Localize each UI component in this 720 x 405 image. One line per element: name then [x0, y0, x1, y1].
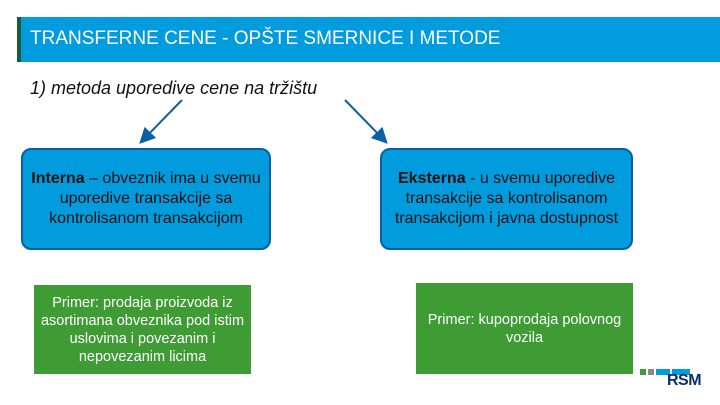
method-subtitle: 1) metoda uporedive cene na tržištu: [30, 78, 318, 98]
arrow-left: [142, 100, 182, 141]
interna-box: [21, 148, 271, 250]
page-title: TRANSFERNE CENE - OPŠTE SMERNICE I METODE: [30, 28, 501, 49]
interna-text: [31, 169, 261, 229]
eksterna-description: - u svemu uporedive transakcije sa kontrolisanom transakcijom i javna dostupnost: [394, 170, 619, 227]
eksterna-label: Eksterna: [398, 170, 466, 187]
eksterna-text: [390, 169, 623, 229]
arrow-right: [345, 100, 385, 141]
interna-example-text: Primer: prodaja proizvoda iz asortimana obveznika pod istim uslovima i povezanim i nepovezanim licima: [40, 294, 245, 365]
interna-description: – obveznik ima u svemu uporedive transakcije sa kontrolisanom transakcijom: [49, 170, 261, 227]
eksterna-example-box: [416, 283, 633, 374]
rsm-logo: [640, 358, 710, 390]
eksterna-box: [380, 148, 633, 250]
interna-label: Interna: [31, 170, 85, 187]
eksterna-example-text: Primer: kupoprodaja polovnog vozila: [427, 311, 622, 346]
interna-example-box: [34, 285, 251, 374]
logo-text: RSM: [667, 372, 702, 389]
